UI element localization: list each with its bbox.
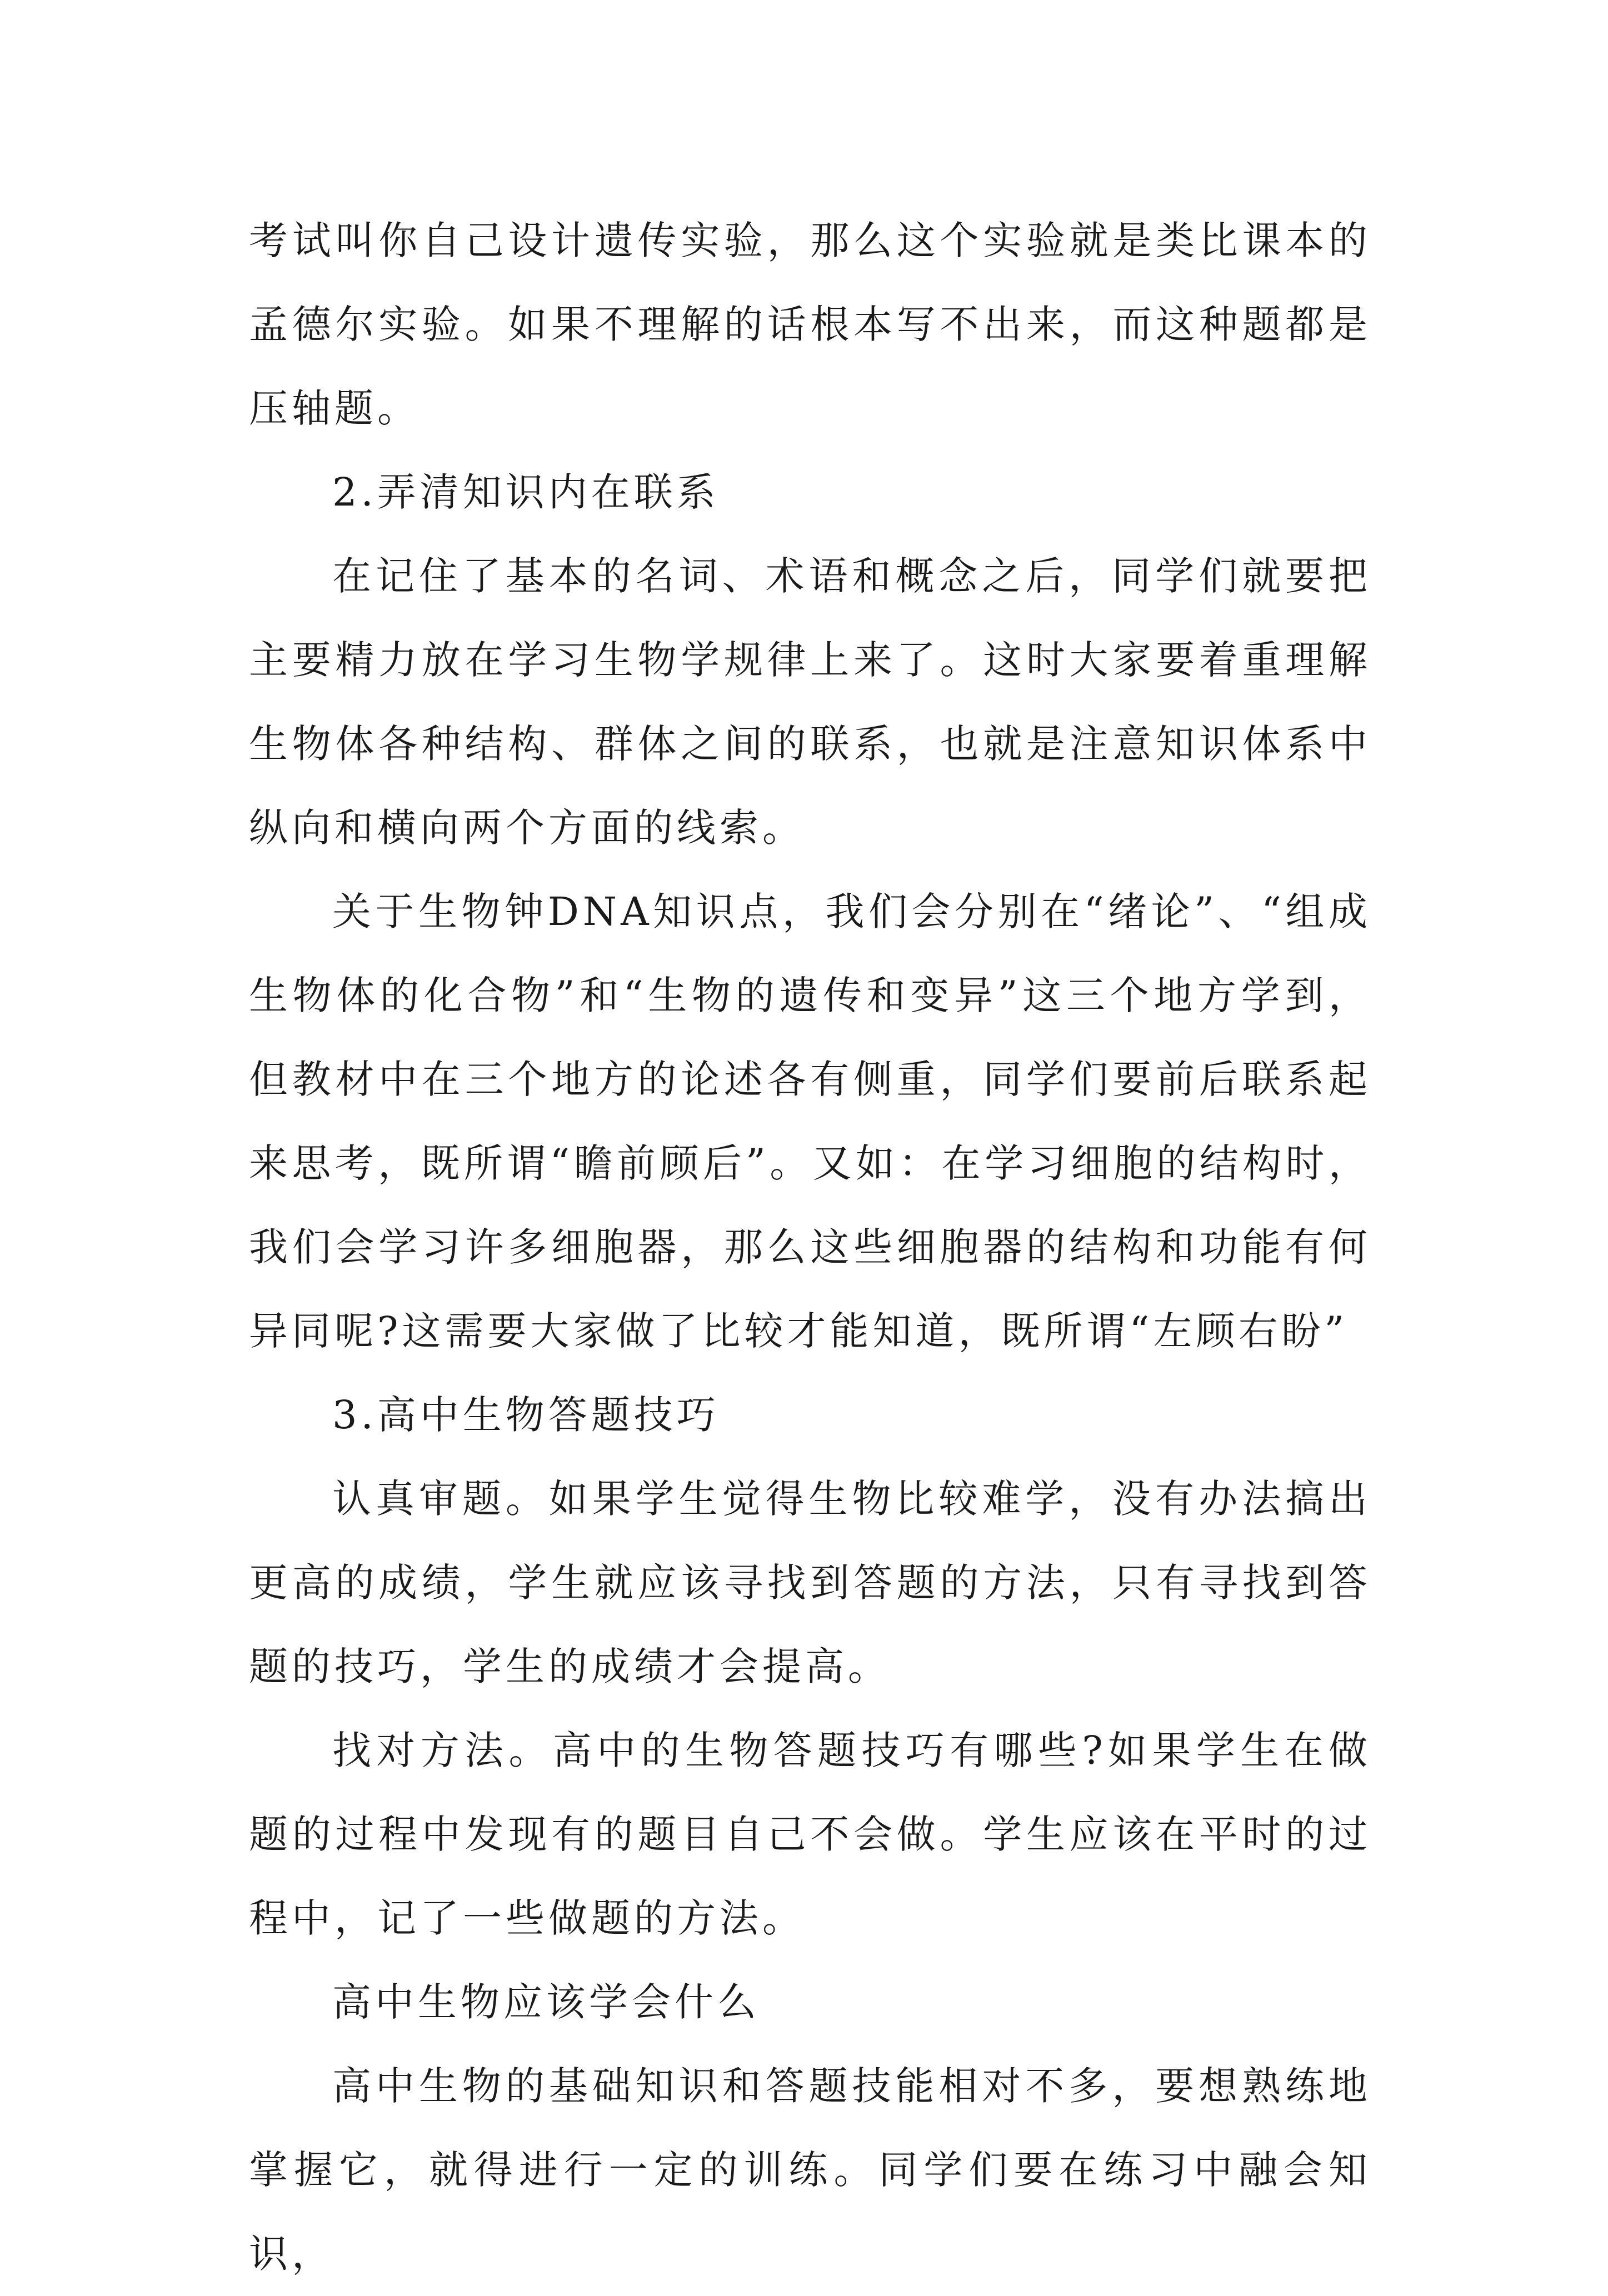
paragraph-basic-knowledge: 高中生物的基础知识和答题技能相对不多，要想熟练地掌握它，就得进行一定的训练。同学们要在练习中融会知识， xyxy=(249,2063,1371,2277)
paragraph-exam-design: 考试叫你自己设计遗传实验，那么这个实验就是类比课本的孟德尔实验。如果不理解的话根本写不出来，而这种题都是压轴题。 xyxy=(249,218,1371,431)
section-heading-knowledge-links: 2.弄清知识内在联系 xyxy=(332,469,720,515)
section-heading-answer-skills: 3.高中生物答题技巧 xyxy=(332,1392,720,1438)
paragraph-dna-knowledge: 关于生物钟DNA知识点，我们会分别在“绪论”、“组成生物体的化合物”和“生物的遗传和变异”这三个地方学到，但教材中在三个地方的论述各有侧重，同学们要前后联系起来思考，既所谓“瞻前顾后”。又如：在学习细胞的结构时，我们会学习许多细胞器，那么这些细胞器的结构和功能有何异同呢?这需要大家做了比较才能知道，既所谓“左顾右盼” xyxy=(249,889,1371,1354)
paragraph-biology-rules: 在记住了基本的名词、术语和概念之后，同学们就要把主要精力放在学习生物学规律上来了。这时大家要着重理解生物体各种结构、群体之间的联系，也就是注意知识体系中纵向和横向两个方面的线索。 xyxy=(249,553,1371,851)
document-body xyxy=(249,199,1371,2296)
paragraph-find-method: 找对方法。高中的生物答题技巧有哪些?如果学生在做题的过程中发现有的题目自己不会做。学生应该在平时的过程中，记了一些做题的方法。 xyxy=(249,1728,1371,1941)
section-heading-what-to-learn: 高中生物应该学会什么 xyxy=(332,1979,760,2025)
paragraph-careful-reading: 认真审题。如果学生觉得生物比较难学，没有办法搞出更高的成绩，学生就应该寻找到答题的方法，只有寻找到答题的技巧，学生的成绩才会提高。 xyxy=(249,1476,1371,1689)
